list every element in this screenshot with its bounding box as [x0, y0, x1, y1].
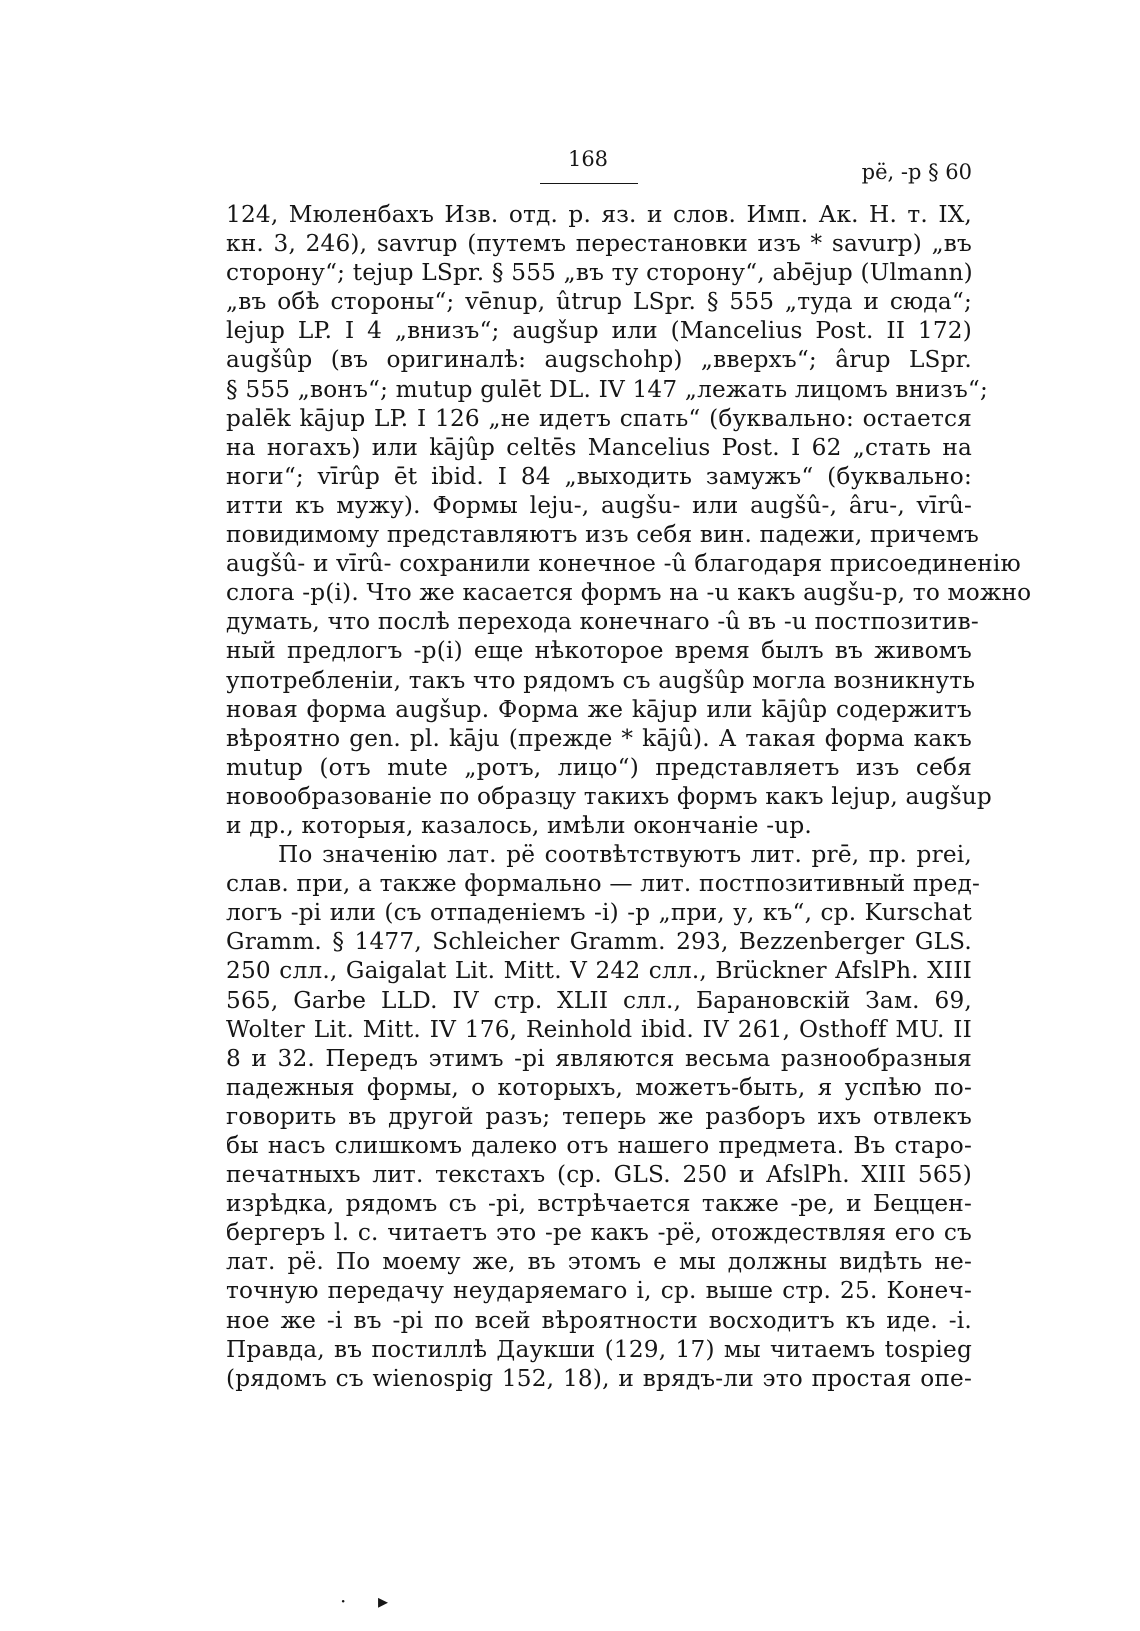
- text-line: новая форма augšup. Форма же kājup или kājûp содержитъ: [226, 695, 972, 723]
- page-number-rule: [540, 183, 638, 184]
- text-line: 124, Мюленбахъ Изв. отд. р. яз. и слов. Имп. Ак. Н. т. IX,: [226, 201, 972, 228]
- running-head: pё, -p § 60: [861, 160, 972, 184]
- text-line: 565, Garbe LLD. IV стр. XLII слл., Барановскій Зам. 69,: [226, 986, 972, 1014]
- text-line: говорить въ другой разъ; теперь же разборъ ихъ отвлекъ: [226, 1102, 972, 1130]
- text-line: palēk kājup LP. I 126 „не идетъ спать“ (буквально: остается: [226, 404, 972, 432]
- text-line: бергеръ l. c. читаетъ это -pe какъ -pё, отождествляя его съ: [226, 1219, 972, 1247]
- text-line: mutup (отъ mute „ротъ, лицо“) представляетъ изъ себя: [226, 753, 972, 781]
- text-line: ный предлогъ -p(i) еще нѣкоторое время былъ въ живомъ: [226, 637, 972, 665]
- text-line: думать, что послѣ перехода конечнаго -û въ -u постпозитив-: [226, 608, 979, 636]
- footer-dot-mark: ·: [340, 1589, 347, 1613]
- text-line: ноги“; vīrûp ēt ibid. I 84 „выходить замужъ“ (буквально:: [226, 462, 972, 490]
- text-line: слав. при, а также формально — лит. постпозитивный пред-: [226, 870, 981, 898]
- text-line: (рядомъ съ wienospig 152, 18), и врядъ-ли это простая опе-: [226, 1364, 972, 1392]
- text-line: падежныя формы, о которыхъ, можетъ-быть, я успѣю по-: [226, 1073, 972, 1101]
- text-line: бы насъ слишкомъ далеко отъ нашего предмета. Въ старо-: [226, 1132, 972, 1159]
- text-line: Правда, въ постиллѣ Даукши (129, 17) мы читаемъ tospieg: [226, 1335, 972, 1363]
- text-line: логъ -pi или (съ отпаденіемъ -i) -p „при, у, къ“, ср. Kurschat: [226, 899, 972, 927]
- text-line: 8 и 32. Передъ этимъ -pi являются весьма разнообразныя: [226, 1044, 972, 1072]
- text-line: „въ обѣ стороны“; vēnup, ûtrup LSpr. § 555 „туда и сюда“;: [226, 288, 972, 316]
- text-line: вѣроятно gen. pl. kāju (прежде * kājû). А такая форма какъ: [226, 724, 972, 752]
- text-line: употребленіи, такъ что рядомъ съ augšûp могла возникнуть: [226, 666, 976, 694]
- text-line: печатныхъ лит. текстахъ (ср. GLS. 250 и AfslPh. XIII 565): [226, 1161, 972, 1189]
- text-line: сторону“; tejup LSpr. § 555 „въ ту сторону“, abējup (Ulmann): [226, 259, 973, 287]
- paragraph-2: [226, 840, 981, 1393]
- text-line: augšû- и vīrû- сохранили конечное -û благодаря присоединенію: [226, 550, 1021, 578]
- body-text: [226, 200, 1032, 1393]
- text-line: изрѣдка, рядомъ съ -pi, встрѣчается также -pe, и Беццен-: [226, 1190, 972, 1218]
- text-line: 250 слл., Gaigalat Lit. Mitt. V 242 слл., Brückner AfslPh. XIII: [226, 957, 972, 985]
- text-line: и др., которыя, казалось, имѣли окончаніе -up.: [226, 811, 812, 839]
- footer-arrow-mark: ▸: [378, 1589, 389, 1613]
- text-line: на ногахъ) или kājûp celtēs Mancelius Post. I 62 „стать на: [226, 433, 972, 461]
- text-line: слога -p(i). Что же касается формъ на -u какъ augšu-p, то можно: [226, 579, 1032, 607]
- text-line: lejup LP. I 4 „внизъ“; augšup или (Mancelius Post. II 172): [226, 317, 972, 345]
- text-line: итти къ мужу). Формы leju-, augšu- или augšû-, âru-, vīrû-: [226, 491, 972, 519]
- text-line: § 555 „вонъ“; mutup gulēt DL. IV 147 „лежать лицомъ внизъ“;: [226, 375, 988, 403]
- text-line: кн. 3, 246), savrup (путемъ перестановки изъ * savurp) „въ: [226, 230, 972, 258]
- text-line: Wolter Lit. Mitt. IV 176, Reinhold ibid. IV 261, Osthoff MU. II: [226, 1015, 972, 1043]
- paragraph-1: [226, 200, 1032, 840]
- text-line: лат. pё. По моему же, въ этомъ e мы должны видѣть не-: [226, 1248, 972, 1276]
- text-line: По значенію лат. pё соотвѣтствуютъ лит. prē, пр. prei,: [278, 841, 972, 869]
- text-line: ное же -i въ -pi по всей вѣроятности восходитъ къ иде. -i.: [226, 1306, 972, 1334]
- text-line: Gramm. § 1477, Schleicher Gramm. 293, Bezzenberger GLS.: [226, 928, 972, 956]
- text-line: повидимому представляютъ изъ себя вин. падежи, причемъ: [226, 521, 979, 549]
- text-line: augšûp (въ оригиналѣ: augschohp) „вверхъ“; ârup LSpr.: [226, 346, 972, 374]
- text-line: новообразованіе по образцу такихъ формъ какъ lejup, augšup: [226, 782, 992, 810]
- page-number: 168: [567, 147, 609, 171]
- text-line: точную передачу неударяемаго i, ср. выше стр. 25. Конеч-: [226, 1277, 972, 1305]
